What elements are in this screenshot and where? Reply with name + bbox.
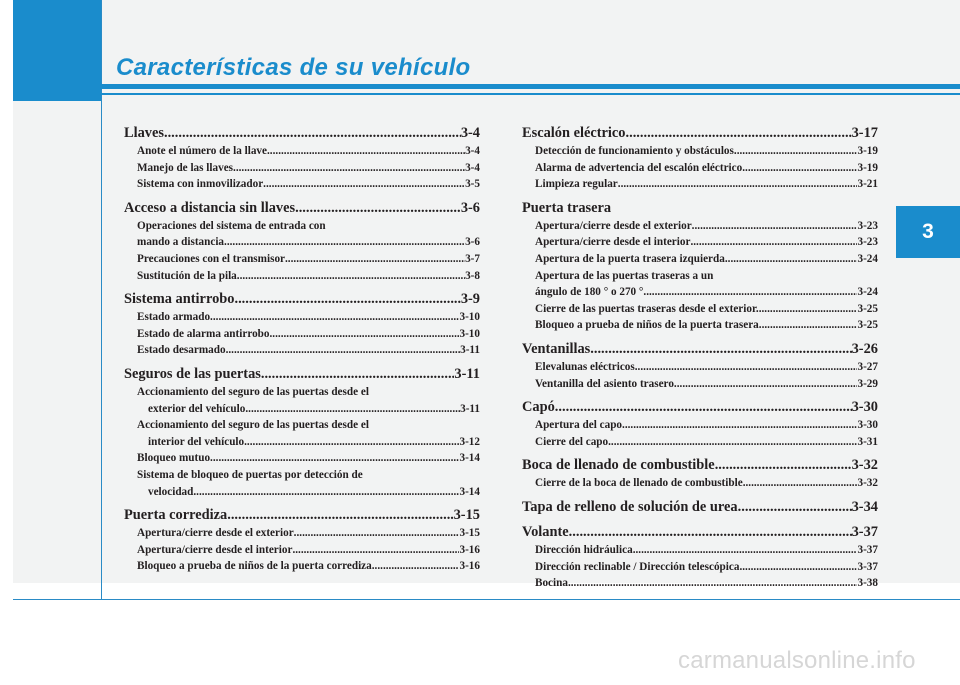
toc-section[interactable] (124, 198, 480, 218)
dot-leader (295, 198, 461, 218)
toc-page-number: 3-24 (857, 286, 878, 299)
toc-entry-title: mando a distancia (137, 236, 225, 249)
toc-entry-title: Cierre del capo (535, 435, 609, 448)
toc-page-number: 3-7 (465, 252, 480, 265)
toc-entry-title: Bloqueo a prueba de niños de la puerta corrediza (137, 560, 372, 573)
toc-subentry[interactable] (124, 251, 480, 268)
dot-leader (743, 475, 858, 492)
toc-entry-title: Dirección hidráulica (535, 543, 633, 556)
toc-page-number: 3-16 (459, 543, 480, 556)
toc-section[interactable] (124, 505, 480, 525)
dot-leader (164, 123, 461, 143)
dot-leader (633, 542, 858, 559)
toc-entry-title: Ventanillas (522, 340, 591, 357)
toc-page-number: 3-37 (851, 523, 878, 540)
toc-section[interactable] (522, 497, 878, 517)
toc-page-number: 3-21 (857, 178, 878, 191)
toc-page-number: 3-26 (851, 340, 878, 357)
toc-entry-title: Estado de alarma antirrobo (137, 327, 270, 340)
toc-subentry[interactable]: Accionamiento del seguro de las puertas desde el (137, 419, 369, 432)
dot-leader (227, 505, 453, 525)
dot-leader (622, 417, 857, 434)
toc-page-number: 3-15 (453, 507, 480, 524)
page-title: Características de su vehículo (116, 54, 471, 81)
toc-subentry[interactable] (522, 475, 878, 492)
toc-subentry[interactable]: Accionamiento del seguro de las puertas desde el (137, 385, 369, 398)
toc-page-number: 3-12 (459, 435, 480, 448)
dot-leader (674, 376, 858, 393)
toc-subentry[interactable]: Apertura de las puertas traseras a un (535, 269, 714, 282)
dot-leader (742, 160, 857, 177)
toc-entry-title: Apertura del capo (535, 419, 623, 432)
dot-leader (643, 284, 857, 301)
dot-leader (569, 522, 852, 542)
toc-page-number: 3-11 (460, 402, 480, 415)
toc-entry-title: Apertura/cierre desde el interior (137, 543, 293, 556)
left-margin-rule (101, 0, 102, 600)
dot-leader (715, 455, 852, 475)
toc-entry-title: Escalón eléctrico (522, 125, 626, 141)
toc-subentry[interactable] (124, 143, 480, 160)
dot-leader (568, 575, 858, 592)
toc-subentry[interactable] (124, 450, 480, 467)
toc-page-number: 3-14 (459, 485, 480, 498)
dot-leader (759, 301, 858, 318)
toc-subentry[interactable] (522, 376, 878, 393)
toc-subentry[interactable] (124, 484, 480, 501)
toc-entry-title: Puerta corrediza (124, 507, 228, 524)
toc-entry-title: Estado armado (137, 311, 211, 324)
toc-page-number: 3-8 (465, 269, 480, 282)
toc-page-number: 3-37 (857, 560, 878, 573)
toc-page-number: 3-6 (465, 236, 480, 249)
toc-column-right (522, 118, 878, 592)
toc-subentry[interactable] (522, 417, 878, 434)
dot-leader (267, 143, 465, 160)
toc-column-left (124, 118, 480, 575)
toc-subentry[interactable] (522, 160, 878, 177)
dot-leader (739, 559, 857, 576)
toc-subentry[interactable] (124, 558, 480, 575)
toc-subentry[interactable] (522, 542, 878, 559)
title-underline-thin (101, 93, 960, 95)
toc-entry-title: velocidad (148, 485, 194, 498)
toc-section[interactable] (124, 289, 480, 309)
toc-entry-title: Sustitución de la pila (137, 269, 237, 282)
toc-page-number: 3-19 (857, 145, 878, 157)
toc-page-number: 3-11 (454, 365, 480, 382)
toc-entry-title: Acceso a distancia sin llaves (124, 199, 296, 216)
toc-section[interactable] (522, 123, 878, 143)
toc-subentry[interactable] (124, 268, 480, 285)
toc-entry-title: Volante (522, 523, 569, 540)
dot-leader (626, 123, 852, 143)
header-color-bar (13, 0, 101, 101)
toc-section[interactable] (522, 522, 878, 542)
toc-page-number: 3-14 (459, 452, 480, 465)
toc-subentry[interactable] (522, 251, 878, 268)
toc-page-number: 3-31 (857, 435, 878, 448)
toc-page-number: 3-32 (851, 457, 878, 474)
toc-entry-title: Cierre de la boca de llenado de combustible (535, 477, 743, 490)
toc-subentry[interactable] (522, 218, 878, 235)
toc-subentry[interactable] (124, 309, 480, 326)
toc-section[interactable] (124, 364, 480, 384)
toc-page-number: 3-38 (857, 577, 878, 590)
toc-subentry[interactable] (522, 301, 878, 318)
toc-entry-title: Cierre de las puertas traseras desde el exterior. (535, 302, 759, 315)
toc-page-number: 3-19 (857, 161, 878, 174)
toc-subentry[interactable] (522, 176, 878, 193)
toc-subentry[interactable] (522, 234, 878, 251)
toc-entry-title: Estado desarmado (137, 344, 226, 357)
toc-entry-title: Seguros de las puertas (124, 365, 261, 382)
toc-page-number: 3-37 (857, 543, 878, 556)
toc-page-number: 3-10 (459, 327, 480, 340)
dot-leader (261, 364, 455, 384)
dot-leader (224, 234, 465, 251)
toc-subentry[interactable] (522, 434, 878, 451)
toc-page-number: 3-16 (459, 560, 480, 573)
toc-subentry[interactable] (522, 559, 878, 576)
toc-section[interactable] (522, 339, 878, 359)
toc-entry-title: Elevalunas eléctricos (535, 360, 635, 373)
toc-entry-title: Sistema antirrobo (124, 291, 235, 308)
dot-leader (270, 326, 460, 343)
dot-leader (244, 434, 459, 451)
dot-leader (233, 160, 465, 177)
watermark-text: carmanualsonline.info (678, 647, 916, 674)
dot-leader (555, 397, 852, 417)
dot-leader (245, 401, 460, 418)
toc-subentry[interactable] (124, 326, 480, 343)
dot-leader (738, 497, 852, 517)
toc-subentry[interactable] (124, 176, 480, 193)
title-underline (101, 84, 960, 89)
dot-leader (263, 176, 465, 193)
toc-page-number: 3-10 (459, 311, 480, 324)
toc-page-number: 3-23 (857, 236, 878, 249)
toc-section[interactable] (522, 397, 878, 417)
toc-subentry[interactable] (522, 143, 878, 160)
toc-page-number: 3-23 (857, 219, 878, 232)
toc-page-number: 3-15 (459, 527, 480, 540)
toc-subentry[interactable] (124, 401, 480, 418)
dot-leader (372, 558, 460, 575)
toc-entry-title: Anote el número de la llave (137, 145, 267, 157)
toc-page-number: 3-24 (857, 252, 878, 265)
dot-leader (692, 218, 858, 235)
toc-entry-title: Tapa de relleno de solución de urea (522, 498, 738, 515)
toc-page-number: 3-4 (460, 125, 480, 141)
toc-page-number: 3-25 (857, 319, 878, 332)
toc-subentry[interactable] (124, 342, 480, 359)
dot-leader (210, 309, 459, 326)
toc-page-number: 3-34 (851, 498, 878, 515)
toc-entry-title: Llaves (124, 125, 164, 141)
toc-page-number: 3-11 (460, 344, 480, 357)
toc-subentry[interactable] (124, 160, 480, 177)
toc-entry-title: Apertura/cierre desde el exterior (137, 527, 294, 540)
chapter-tab[interactable]: 3 (896, 206, 960, 258)
toc-section[interactable] (124, 123, 480, 143)
dot-leader (690, 234, 857, 251)
toc-page-number: 3-30 (851, 399, 878, 416)
dot-leader (725, 251, 858, 268)
toc-entry-title: Manejo de las llaves (137, 161, 234, 174)
toc-subentry[interactable] (522, 575, 878, 592)
toc-entry-title: Bocina (535, 577, 568, 590)
toc-subentry[interactable] (124, 234, 480, 251)
toc-entry-title: Precauciones con el transmisor (137, 252, 285, 265)
toc-section[interactable]: Puerta trasera (522, 199, 612, 216)
toc-entry-title: Limpieza regular (535, 178, 618, 191)
dot-leader (734, 143, 858, 160)
toc-subentry[interactable] (522, 317, 878, 334)
toc-subentry[interactable] (124, 434, 480, 451)
toc-subentry[interactable] (522, 359, 878, 376)
dot-leader (294, 525, 460, 542)
toc-page-number: 3-25 (857, 302, 878, 315)
toc-page-number: 3-6 (460, 199, 480, 216)
toc-entry-title: ángulo de 180 ° o 270 ° (535, 286, 644, 299)
toc-entry-title: Alarma de advertencia del escalón eléctrico (535, 161, 743, 174)
dot-leader (590, 339, 851, 359)
toc-entry-title: Apertura de la puerta trasera izquierda (535, 252, 725, 265)
toc-entry-title: Bloqueo a prueba de niños de la puerta trasera (535, 319, 759, 332)
dot-leader (210, 450, 459, 467)
toc-entry-title: Detección de funcionamiento y obstáculos (535, 145, 734, 157)
dot-leader (618, 176, 858, 193)
toc-page-number: 3-4 (465, 145, 480, 157)
dot-leader (193, 484, 459, 501)
dot-leader (226, 342, 461, 359)
toc-entry-title: Boca de llenado de combustible (522, 457, 715, 474)
toc-entry-title: interior del vehículo (148, 435, 245, 448)
toc-page-number: 3-17 (851, 125, 878, 141)
dot-leader (292, 542, 459, 559)
toc-page-number: 3-30 (857, 419, 878, 432)
toc-page-number: 3-27 (857, 360, 878, 373)
toc-page-number: 3-5 (465, 178, 480, 191)
toc-entry-title: Apertura/cierre desde el exterior (535, 219, 692, 232)
toc-subentry[interactable] (124, 542, 480, 559)
toc-page-number: 3-29 (857, 377, 878, 390)
toc-entry-title: Capó (522, 399, 555, 416)
dot-leader (635, 359, 858, 376)
dot-leader (237, 268, 465, 285)
toc-subentry[interactable] (124, 525, 480, 542)
toc-entry-title: Ventanilla del asiento trasero (535, 377, 674, 390)
dot-leader (234, 289, 460, 309)
toc-entry-title: Sistema con inmovilizador (137, 178, 264, 191)
toc-page-number: 3-9 (460, 291, 480, 308)
dot-leader (608, 434, 857, 451)
toc-entry-title: exterior del vehículo (148, 402, 246, 415)
toc-entry-title: Bloqueo mutuo (137, 452, 211, 465)
toc-entry-title: Dirección reclinable / Dirección telescópica (535, 560, 740, 573)
toc-subentry[interactable] (522, 284, 878, 301)
toc-entry-title: Apertura/cierre desde el interior (535, 236, 691, 249)
toc-section[interactable] (522, 455, 878, 475)
toc-subentry[interactable]: Sistema de bloqueo de puertas por detección de (137, 468, 363, 481)
dot-leader (285, 251, 465, 268)
toc-subentry[interactable]: Operaciones del sistema de entrada con (137, 219, 326, 232)
bottom-rule (13, 599, 960, 600)
dot-leader (759, 317, 858, 334)
toc-page-number: 3-4 (465, 161, 480, 174)
toc-page-number: 3-32 (857, 477, 878, 490)
